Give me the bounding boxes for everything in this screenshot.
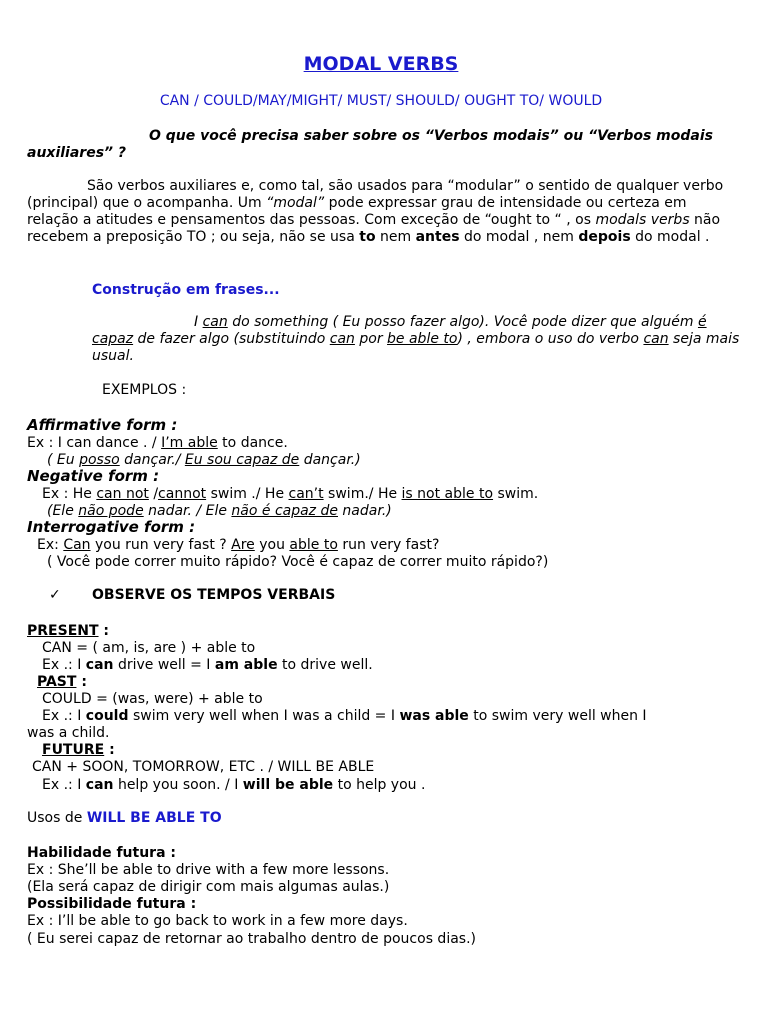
ex-bold: can	[85, 777, 114, 793]
para-text: do modal .	[630, 229, 710, 245]
document-title: MODAL VERBS	[303, 53, 459, 75]
ex-text: run very fast?	[337, 537, 440, 553]
checkmark-icon: ✓	[49, 587, 61, 603]
para-text: pode expressar grau de intensidade ou certeza em relação a atitudes e pensamentos das pessoas. Com exceção de “ought to “ , os	[27, 195, 687, 228]
present-heading	[27, 623, 109, 640]
interrogative-translation: ( Você pode correr muito rápido? Você é capaz de correr muito rápido?)	[47, 554, 549, 570]
ex-text: to help you .	[333, 777, 426, 793]
observe-heading: OBSERVE OS TEMPOS VERBAIS	[92, 587, 336, 603]
ex-bold: will be able	[242, 777, 334, 793]
possibilidade-heading: Possibilidade futura :	[27, 896, 197, 912]
ex-underlined: able to	[289, 537, 338, 553]
exemplos-label: EXEMPLOS :	[102, 382, 187, 398]
usos-line	[27, 810, 222, 827]
present-example	[42, 657, 373, 674]
tr-text: nadar.)	[337, 503, 392, 519]
past-heading	[37, 674, 87, 691]
ex-text: Ex:	[37, 537, 64, 553]
block-can: can	[202, 314, 228, 330]
ex-text: swim ./ He	[206, 486, 289, 502]
block-text: I	[194, 314, 203, 330]
ex-text: /	[148, 486, 159, 502]
block-text: ) , embora o uso do verbo	[457, 331, 644, 347]
para-modal-word: “modal”	[266, 195, 325, 211]
future-heading	[42, 742, 115, 759]
ex-underlined: can’t	[288, 486, 324, 502]
ex-underlined: Can	[63, 537, 91, 553]
future-rule: CAN + SOON, TOMORROW, ETC . / WILL BE ABLE	[32, 759, 375, 775]
habilidade-heading: Habilidade futura :	[27, 845, 176, 861]
ex-text: Ex : I can dance . /	[27, 435, 162, 451]
para-modals-verbs: modals verbs	[595, 212, 690, 228]
para-antes-bold: antes	[415, 229, 460, 245]
para-text: do modal , nem	[459, 229, 579, 245]
block-text: do something ( Eu posso fazer algo). Você pode dizer que alguém	[227, 314, 698, 330]
ex-text: you run very fast ?	[90, 537, 232, 553]
tr-text: nadar. / Ele	[143, 503, 232, 519]
block-text: de fazer algo (substituindo	[133, 331, 330, 347]
affirmative-example	[27, 435, 288, 452]
block-can: can	[643, 331, 669, 347]
past-colon: :	[76, 674, 87, 690]
construcao-explanation	[92, 314, 752, 365]
future-example	[42, 777, 425, 794]
ex-bold: am able	[214, 657, 278, 673]
ex-underlined: I’m able	[161, 435, 218, 451]
block-can: can	[329, 331, 355, 347]
para-to-bold: to	[359, 229, 376, 245]
interrogative-example	[37, 537, 439, 554]
construcao-heading: Construção em frases...	[92, 282, 280, 298]
habilidade-translation: (Ela será capaz de dirigir com mais algumas aulas.)	[27, 879, 390, 895]
ex-underlined: can not	[96, 486, 149, 502]
ex-underlined: is not able to	[401, 486, 494, 502]
ex-text: you	[254, 537, 290, 553]
modal-list-subtitle: CAN / COULD/MAY/MIGHT/ MUST/ SHOULD/ OUGHT TO/ WOULD	[159, 93, 603, 109]
tr-underlined: posso	[79, 452, 120, 468]
future-label: FUTURE	[42, 742, 105, 758]
intro-question	[27, 128, 727, 162]
present-colon: :	[98, 623, 110, 639]
ex-text: Ex .: I	[42, 777, 86, 793]
para-text: São verbos auxiliares e, como tal, são usados para “modular” o sentido de qualquer verbo (principal) que o acompanha. Um	[27, 178, 724, 211]
ex-text: drive well = I	[113, 657, 215, 673]
ex-text: swim very well when I was a child = I	[128, 708, 400, 724]
past-rule: COULD = (was, were) + able to	[42, 691, 263, 707]
tr-underlined: não pode	[78, 503, 144, 519]
past-label: PAST	[37, 674, 77, 690]
possibilidade-translation: ( Eu serei capaz de retornar ao trabalho dentro de poucos dias.)	[27, 931, 476, 947]
ex-text: to dance.	[217, 435, 288, 451]
para-depois-bold: depois	[578, 229, 631, 245]
tr-text: ( Eu	[47, 452, 80, 468]
ex-text: to swim very well when I	[468, 708, 647, 724]
ex-text: to drive well.	[277, 657, 373, 673]
definition-paragraph	[27, 178, 727, 246]
past-example	[42, 708, 647, 725]
ex-underlined: cannot	[158, 486, 207, 502]
para-text: não recebem a preposição TO ; ou seja, não se usa	[27, 212, 721, 245]
block-e-capaz: é capaz	[92, 314, 707, 347]
para-text: nem	[375, 229, 416, 245]
possibilidade-example: Ex : I’ll be able to go back to work in a few more days.	[27, 913, 408, 929]
ex-bold: can	[85, 657, 114, 673]
habilidade-example: Ex : She’ll be able to drive with a few more lessons.	[27, 862, 390, 878]
present-label: PRESENT	[27, 623, 99, 639]
present-rule: CAN = ( am, is, are ) + able to	[42, 640, 256, 656]
intro-text: O que você precisa saber sobre os “Verbos modais” ou “Verbos modais auxiliares” ?	[27, 128, 713, 161]
ex-bold: could	[85, 708, 129, 724]
ex-text: swim./ He	[323, 486, 402, 502]
negative-example	[42, 486, 538, 503]
ex-underlined: Are	[231, 537, 255, 553]
ex-text: swim.	[493, 486, 539, 502]
block-text: por	[354, 331, 388, 347]
tr-underlined: Eu sou capaz de	[184, 452, 300, 468]
future-colon: :	[104, 742, 115, 758]
interrogative-heading: Interrogative form :	[27, 518, 196, 536]
negative-heading: Negative form :	[27, 467, 160, 485]
past-example-cont: was a child.	[27, 725, 110, 741]
ex-text: Ex : He	[42, 486, 97, 502]
ex-text: Ex .: I	[42, 708, 86, 724]
ex-text: help you soon. / I	[113, 777, 243, 793]
affirmative-heading: Affirmative form :	[27, 416, 178, 434]
block-be-able-to: be able to	[387, 331, 458, 347]
tr-text: dançar./	[119, 452, 185, 468]
ex-text: Ex .: I	[42, 657, 86, 673]
tr-text: (Ele	[47, 503, 79, 519]
block-text: seja mais usual.	[92, 331, 740, 364]
ex-bold: was able	[399, 708, 469, 724]
usos-text: Usos de	[27, 810, 87, 826]
usos-will-be-able: WILL BE ABLE TO	[86, 810, 222, 826]
tr-text: dançar.)	[299, 452, 361, 468]
tr-underlined: não é capaz de	[231, 503, 338, 519]
